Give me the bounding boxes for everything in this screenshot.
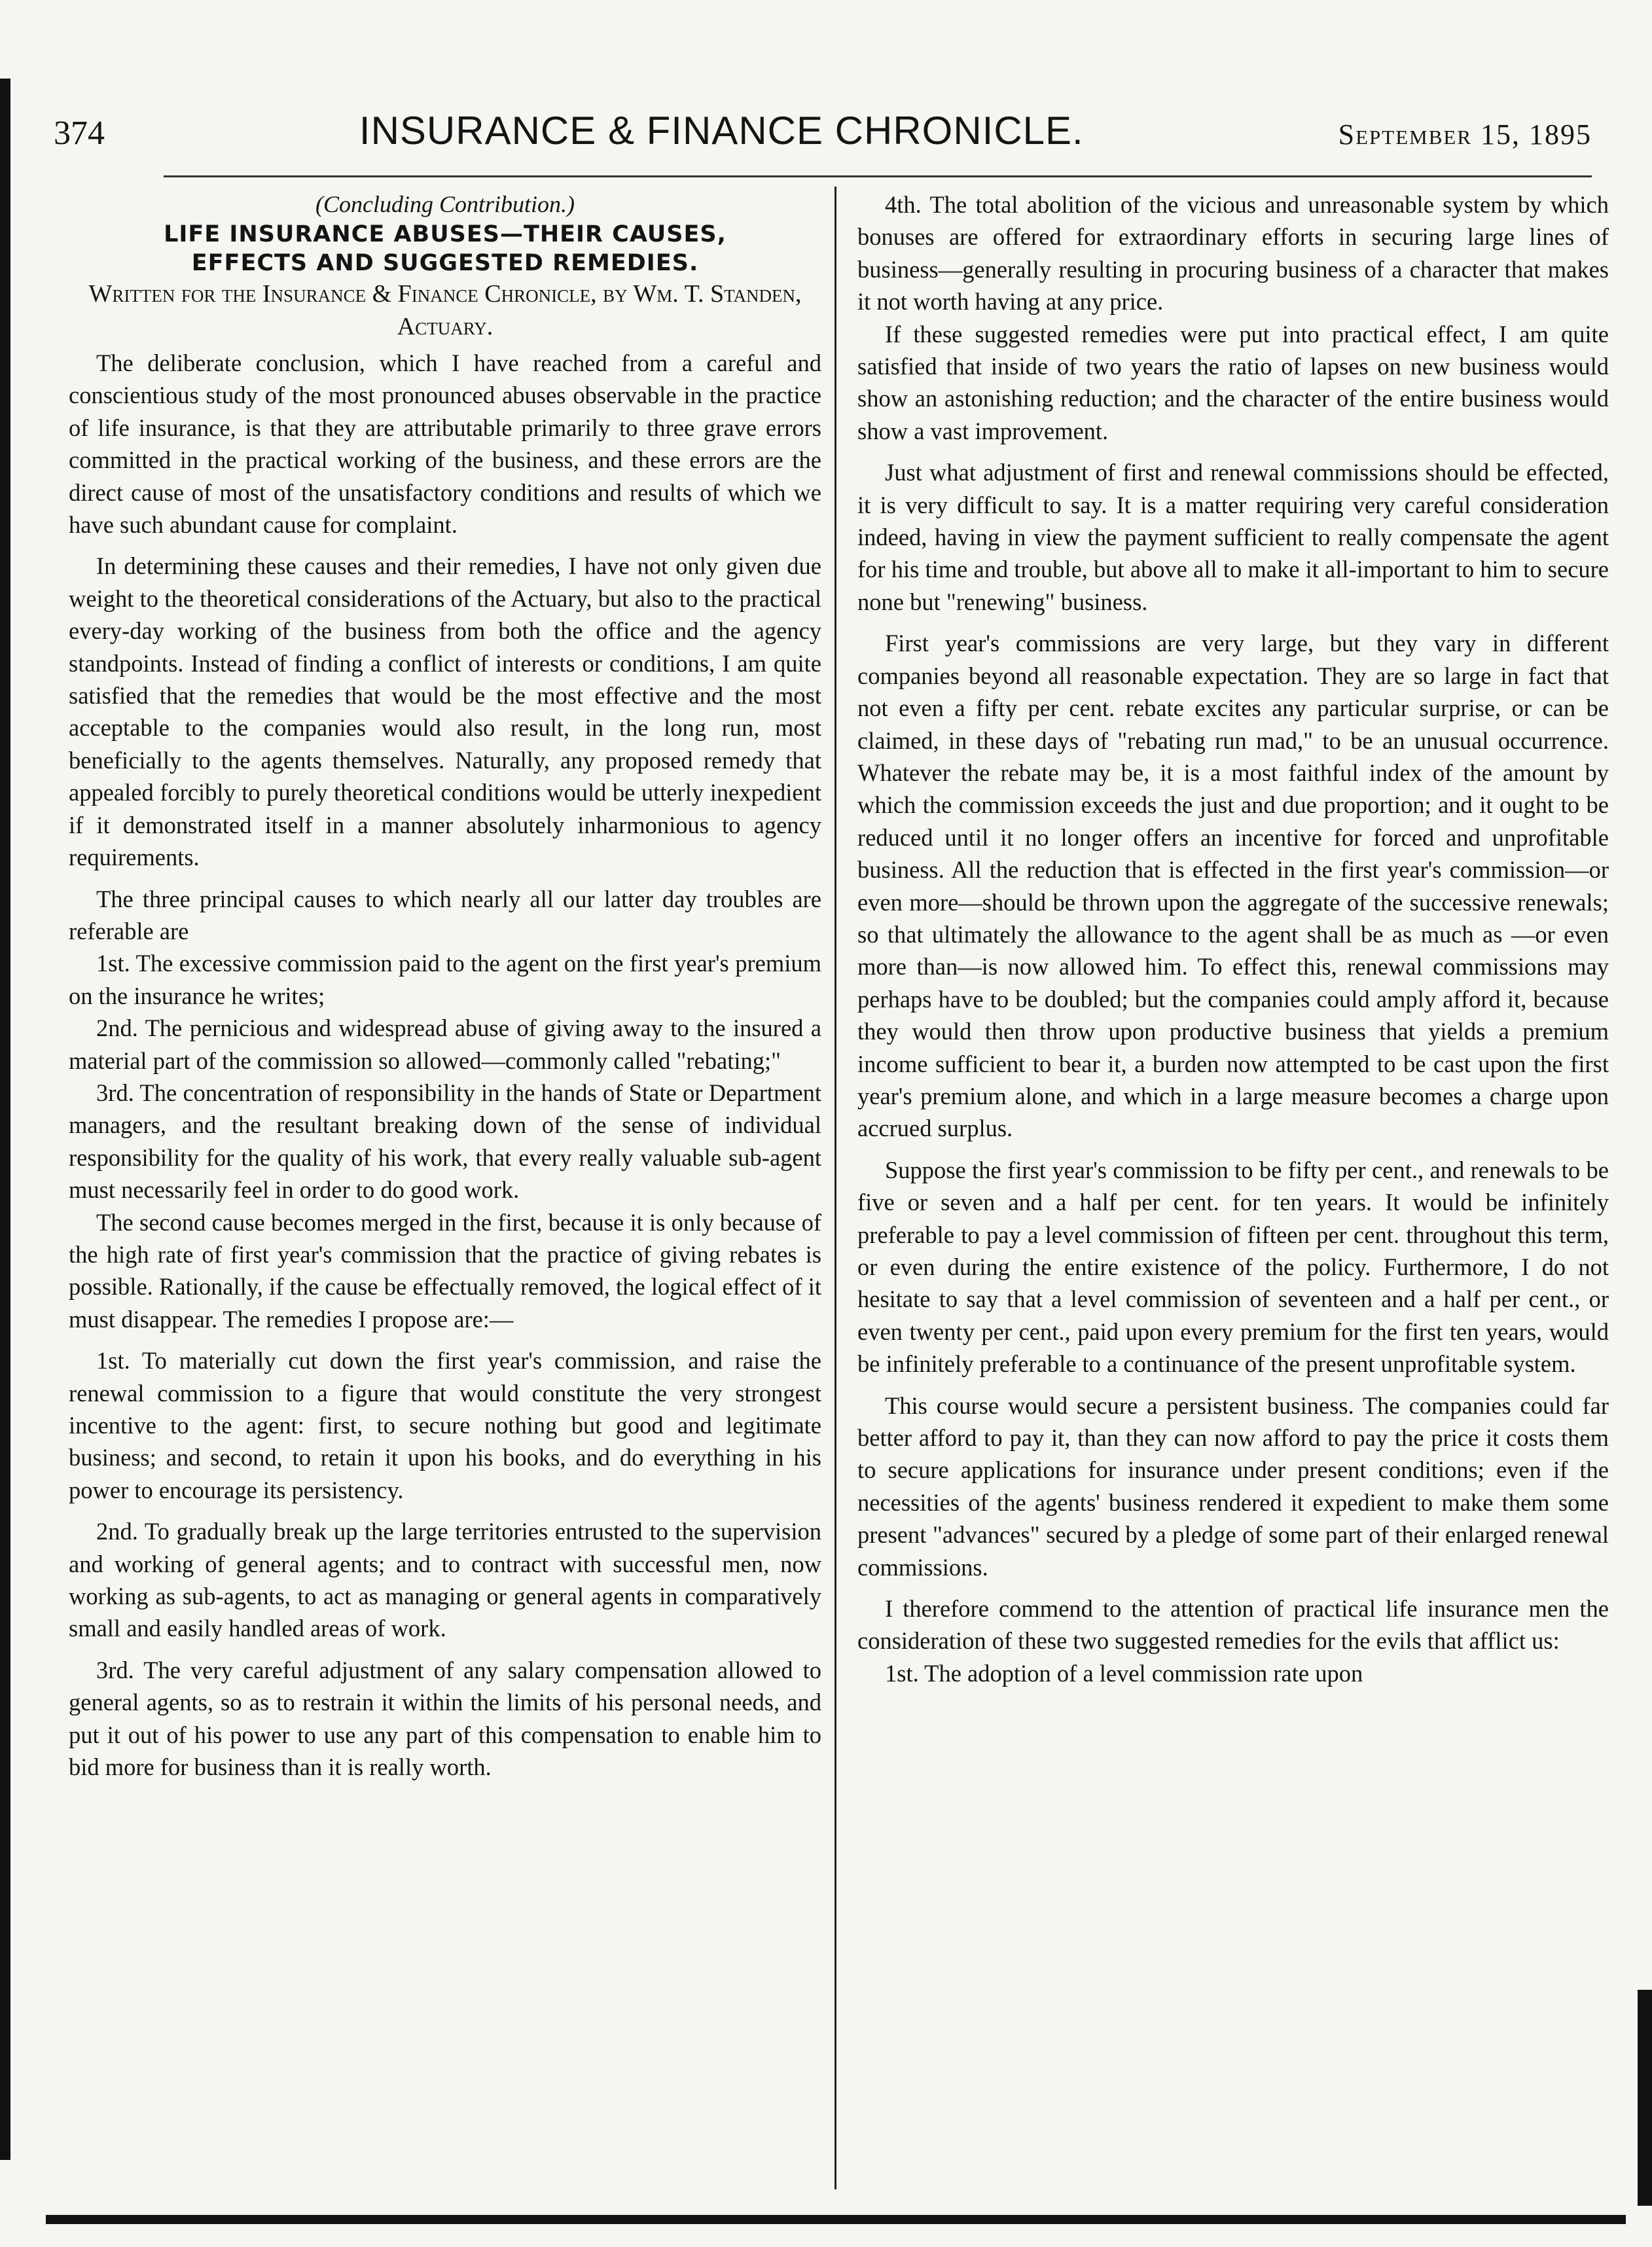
left-column (69, 189, 821, 1783)
page-header (54, 108, 1592, 160)
right-paragraph: I therefore commend to the attention of practical life insurance men the consideration of these two suggested remedies for the evils that afflict us: (857, 1595, 1609, 1655)
left-paragraph: 3rd. The very careful adjustment of any salary compensation allowed to general agents, so as to restrain it within the limits of his personal needs, and put it out of his power to use any part of this compensation to enable him to bid more for business than it is really worth. (69, 1656, 821, 1781)
right-paragraph: Just what adjustment of first and renewal commissions should be effected, it is very difficult to say. It is a matter requiring very careful consideration indeed, having in view the payment sufficient to really compensate the agent for his time and trouble, but above all to make it all-important to him to secure none but "renewing" business. (857, 459, 1609, 615)
article-title-line-2: EFFECTS AND SUGGESTED REMEDIES. (191, 250, 699, 276)
column-divider (835, 187, 836, 2189)
left-paragraph: 1st. To materially cut down the first year's commission, and raise the renewal commission to a figure that would constitute the very strongest incentive to the agent: first, to secure nothing but good and legitimate business; and second, to retain it upon his books, and do everything in his power to encourage its persistency. (69, 1347, 821, 1503)
left-paragraph: The three principal causes to which nearly all our latter day troubles are referable are (69, 885, 821, 944)
left-paragraph: The deliberate conclusion, which I have reached from a careful and conscientious study of the most pronounced abuses observable in the practice of life insurance, is that they are attributable primarily to three grave errors committed in the practical working of the business, and these errors are the direct cause of most of the unsatisfactory conditions and results of which we have such abundant cause for complaint. (69, 350, 821, 539)
issue-date: September 15, 1895 (1338, 118, 1592, 151)
contribution-note: (Concluding Contribution.) (315, 191, 575, 217)
header-rule (164, 175, 1592, 177)
right-paragraph: This course would secure a persistent business. The companies could far better afford to pay it, than they can now afford to pay the price it costs them to secure applications for insurance under present conditions; even if the necessities of the agents' business rendered it expedient to make them some present "advances" secured by a pledge of some part of their enlarged renewal commissions. (857, 1392, 1609, 1581)
left-paragraph: 2nd. The pernicious and widespread abuse of giving away to the insured a material part of the commission so allowed—commonly called "rebating;" (69, 1015, 821, 1074)
right-paragraph: If these suggested remedies were put into practical effect, I am quite satisfied that inside of two years the ratio of lapses on new business would show an astonishing reduction; and the character of the entire business would show a vast improvement. (857, 320, 1609, 444)
bottom-rule (46, 2215, 1626, 2224)
right-paragraph: Suppose the first year's commission to be fifty per cent., and renewals to be five or seven and a half per cent. for ten years. It would be infinitely preferable to pay a level commission of fifteen per cent. throughout this term, or even during the entire existence of the policy. Furthermore, I do not hesitate to say that a level commission of seventeen and a half per cent., or even twenty per cent., paid upon every premium for the first ten years, would be infinitely preferable to a continuance of the present unprofitable system. (857, 1156, 1609, 1378)
right-column (857, 189, 1609, 1689)
page-number: 374 (54, 115, 105, 152)
left-paragraph: 1st. The excessive commission paid to the agent on the first year's premium on the insurance he writes; (69, 950, 821, 1009)
left-paragraph: 2nd. To gradually break up the large territories entrusted to the supervision and working of general agents; and to contract with successful men, now working as sub-agents, to act as managing or general agents in comparatively small and easily handled areas of work. (69, 1518, 821, 1642)
left-paragraph: In determining these causes and their remedies, I have not only given due weight to the theoretical considerations of the Actuary, but also to the practical every-day working of the business from both the office and the agency standpoints. Instead of finding a conflict of interests or conditions, I am quite satisfied that the remedies that would be the most effective and the most acceptable to the companies would also result, in the long run, most beneficially to the agents themselves. Naturally, any proposed remedy that appealed forcibly to purely theoretical conditions would be utterly inexpedient if it demonstrated itself in a manner absolutely inharmonious to agency requirements. (69, 552, 821, 871)
scan-binding-edge (0, 79, 10, 2160)
right-paragraph: 1st. The adoption of a level commission rate upon (885, 1659, 1363, 1687)
right-paragraph: 4th. The total abolition of the vicious and unreasonable system by which bonuses are offered for extraordinary efforts in securing large lines of business—generally resulting in procuring business of a character that makes it not worth having at any price. (857, 191, 1609, 315)
scan-edge-mark (1638, 1990, 1652, 2206)
article-title-line-1: LIFE INSURANCE ABUSES—THEIR CAUSES, (164, 221, 727, 247)
byline: Written for the Insurance & Finance Chronicle, by Wm. T. Standen, Actuary. (88, 280, 802, 340)
left-paragraph: 3rd. The concentration of responsibility in the hands of State or Department managers, and the resultant breaking down of the sense of individual responsibility for the quality of his work, that every really valuable sub-agent must necessarily feel in order to do good work. (69, 1079, 821, 1204)
publication-title: INSURANCE & FINANCE CHRONICLE. (359, 109, 1084, 153)
right-paragraph: First year's commissions are very large, but they vary in different companies beyond all reasonable expectation. They are so large in fact that not even a fifty per cent. rebate excites any particular surprise, or can be claimed, in these days of "rebating run mad," to be an unusual occurrence. Whatever the rebate may be, it is a most faithful index of the amount by which the commission exceeds the just and due proportion; and it ought to be reduced until it no longer offers an incentive for forced and unprofitable business. All the reduction that is effected in the first year's commission—or even more—should be thrown upon the aggregate of the successive renewals; so that ultimately the allowance to the agent shall be as much as —or even more than—is now allowed him. To effect this, renewal commissions may perhaps have to be doubled; but the companies could amply afford it, because they would then throw upon productive business that yields a premium income sufficient to bear it, a burden now attempted to be cast upon the first year's premium alone, and which in a large measure becomes a charge upon accrued surplus. (857, 630, 1609, 1142)
left-paragraph: The second cause becomes merged in the first, because it is only because of the high rate of first year's commission that the practice of giving rebates is possible. Rationally, if the cause be effectually removed, the logical effect of it must disappear. The remedies I propose are:— (69, 1208, 821, 1333)
